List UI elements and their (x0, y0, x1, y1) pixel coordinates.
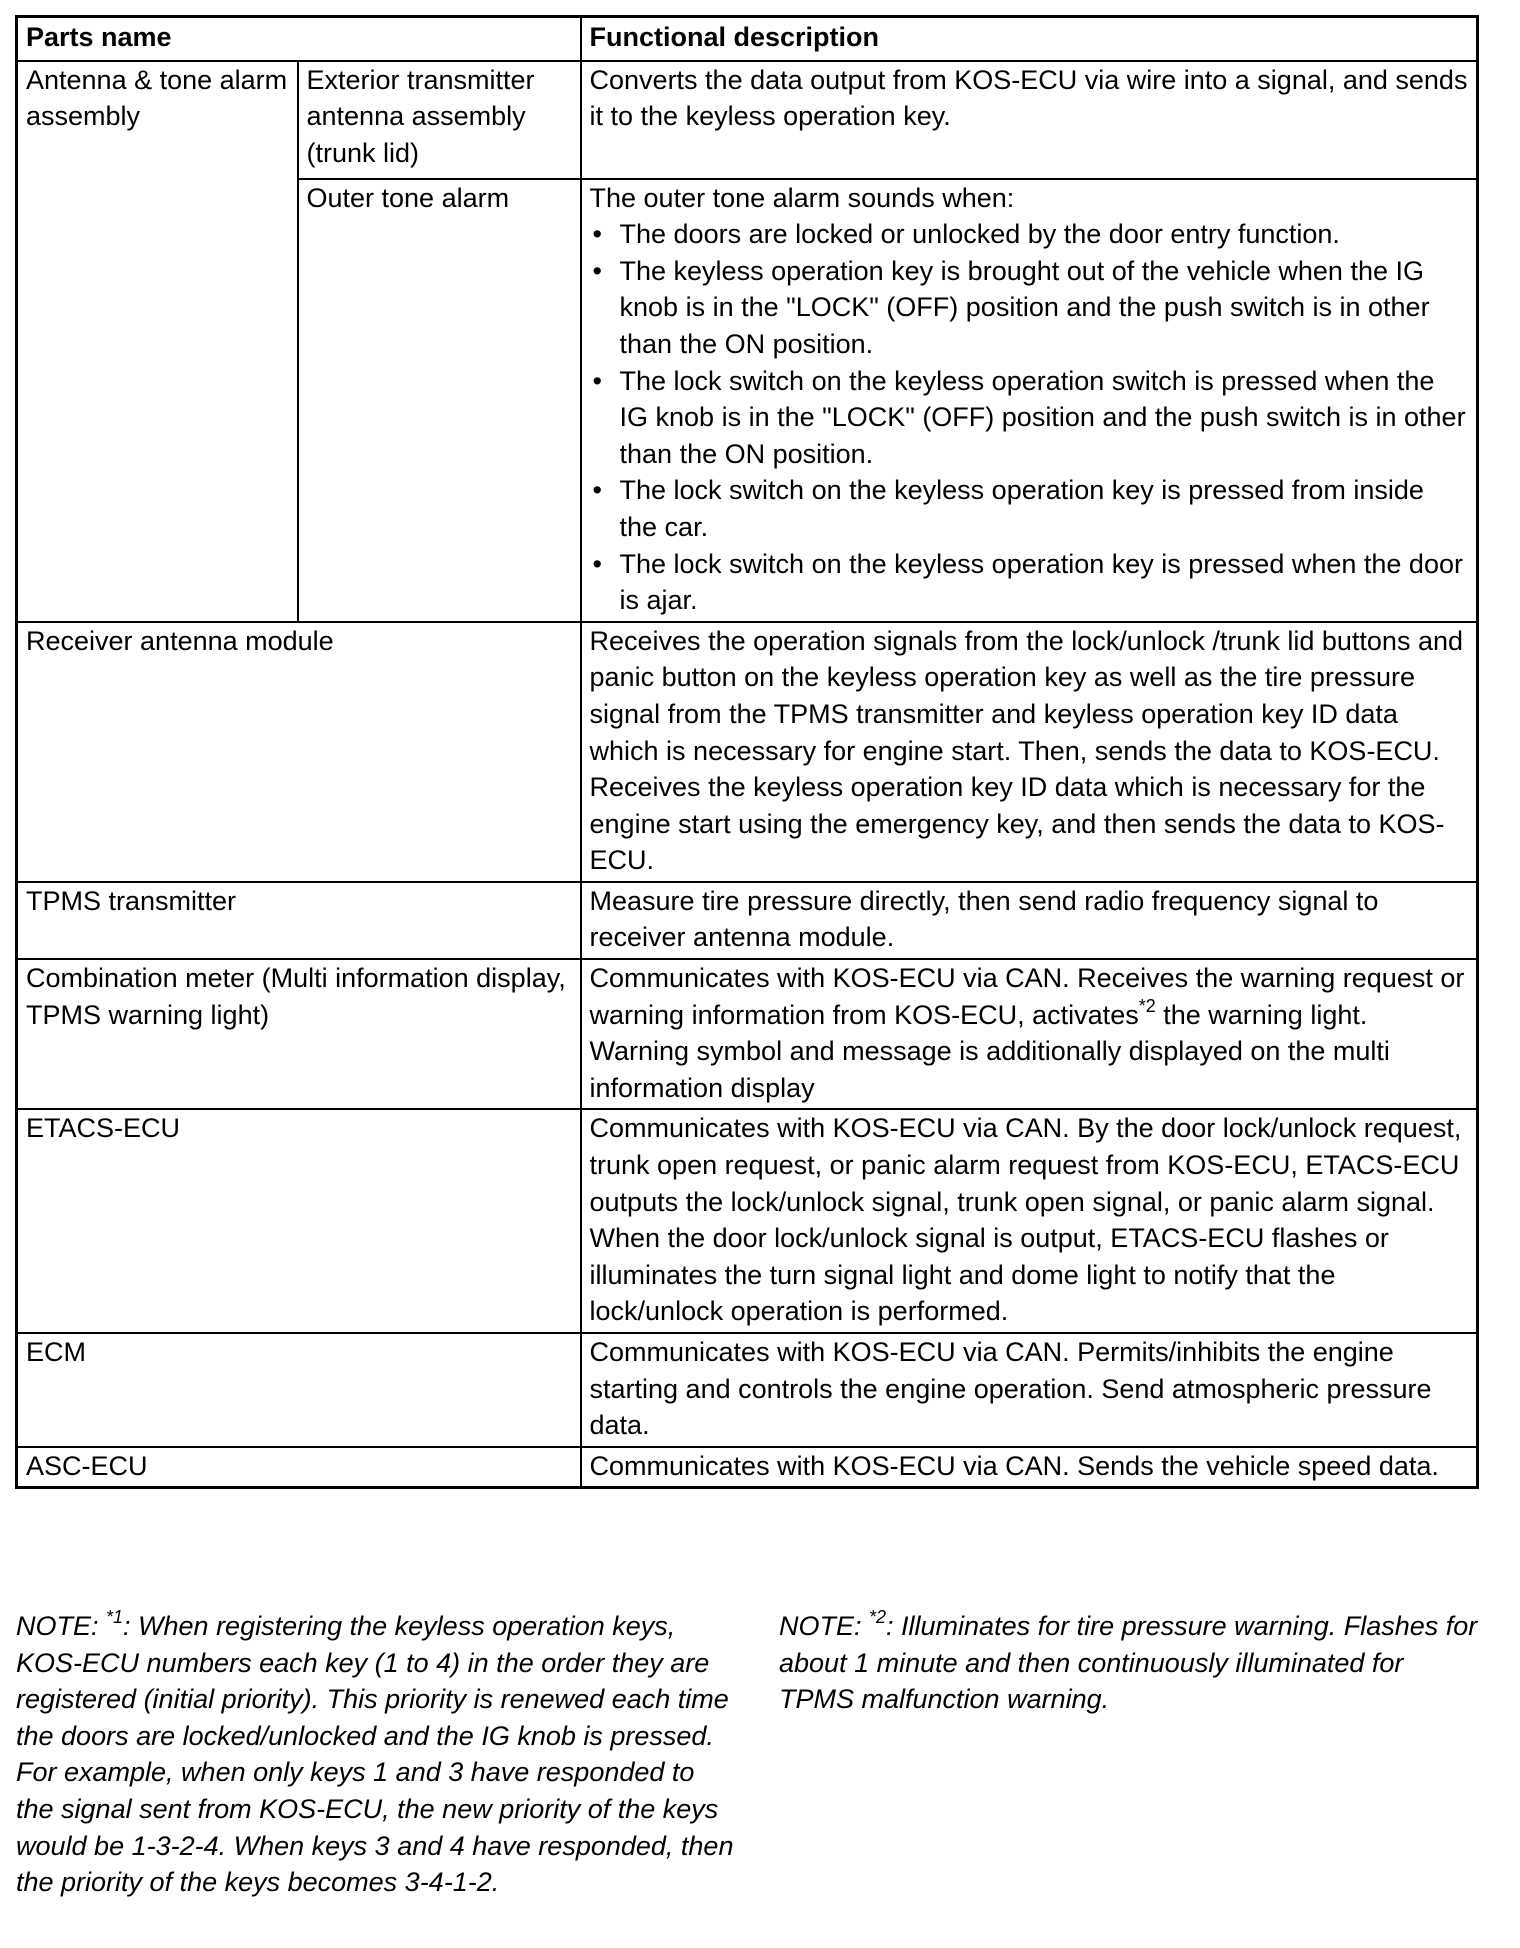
note-prefix: NOTE: (16, 1611, 107, 1641)
description-exterior-transmitter: Converts the data output from KOS-ECU via wire into a signal, and sends it to the keyless operation key. (581, 61, 1478, 179)
part-name-ecm: ECM (17, 1333, 581, 1447)
part-name-etacs-ecu: ETACS-ECU (17, 1109, 581, 1333)
description-text: the warning light. Warning symbol and message is additionally displayed on the multi information display (589, 999, 1390, 1103)
list-item: • The lock switch on the keyless operation switch is pressed when the IG knob is in the "LOCK" (OFF) position and the push switch is in other than the ON position. (620, 363, 1469, 473)
list-item: • The lock switch on the keyless operation key is pressed from inside the car. (620, 472, 1469, 545)
part-name-antenna-tone-alarm-assembly: Antenna & tone alarm assembly (17, 61, 298, 622)
footnote-marker: *1 (106, 1607, 124, 1627)
outer-tone-alarm-conditions (590, 216, 1469, 619)
list-item: • The keyless operation key is brought out of the vehicle when the IG knob is in the "LOCK" (OFF) position and the push switch is in other than the ON position. (620, 253, 1469, 363)
description-ecm: Communicates with KOS-ECU via CAN. Permits/inhibits the engine starting and controls the engine operation. Send atmospheric pressure data. (581, 1333, 1478, 1447)
header-functional-description: Functional description (581, 17, 1478, 61)
footnote-marker: *2 (1138, 995, 1156, 1016)
description-etacs-ecu: Communicates with KOS-ECU via CAN. By the door lock/unlock request, trunk open request, or panic alarm request from KOS-ECU, ETACS-ECU outputs the lock/unlock signal, trunk open signal, or panic alarm signal. When the door lock/unlock signal is output, ETACS-ECU flashes or illuminates the turn signal light and dome light to notify that the lock/unlock operation is performed. (581, 1109, 1478, 1333)
description-text: Communicates with KOS-ECU via CAN. Receives the warning request or warning information from KOS-ECU, activates (589, 963, 1465, 1030)
note-1 (16, 1608, 736, 1901)
description-combination-meter (581, 959, 1478, 1109)
table-row (17, 61, 1478, 179)
table-row (17, 882, 1478, 959)
list-item: • The lock switch on the keyless operation key is pressed when the door is ajar. (620, 546, 1469, 619)
table-row (17, 1333, 1478, 1447)
table-row (17, 1109, 1478, 1333)
outer-tone-alarm-intro: The outer tone alarm sounds when: (589, 182, 1015, 213)
table-row (17, 622, 1478, 882)
description-tpms-transmitter: Measure tire pressure directly, then send radio frequency signal to receiver antenna module. (581, 882, 1478, 959)
description-receiver-antenna-module: Receives the operation signals from the lock/unlock /trunk lid buttons and panic button on the keyless operation key as well as the tire pressure signal from the TPMS transmitter and keyless operation key ID data which is necessary for engine start. Then, sends the data to KOS-ECU. Receives the keyless operation key ID data which is necessary for the engine start using the emergency key, and then sends the data to KOS-ECU. (581, 622, 1478, 882)
note-text: : Illuminates for tire pressure warning. Flashes for about 1 minute and then continuously illuminated for TPMS malfunction warning. (779, 1611, 1478, 1715)
description-outer-tone-alarm (581, 179, 1478, 622)
description-asc-ecu: Communicates with KOS-ECU via CAN. Sends the vehicle speed data. (581, 1447, 1478, 1488)
part-name-exterior-transmitter: Exterior transmitter antenna assembly (trunk lid) (298, 61, 581, 179)
part-name-tpms-transmitter: TPMS transmitter (17, 882, 581, 959)
part-name-combination-meter: Combination meter (Multi information display, TPMS warning light) (17, 959, 581, 1109)
header-parts-name: Parts name (17, 17, 581, 61)
part-name-outer-tone-alarm: Outer tone alarm (298, 179, 581, 622)
footnote-marker: *2 (869, 1607, 887, 1627)
note-prefix: NOTE: (779, 1611, 870, 1641)
note-2 (779, 1608, 1479, 1718)
table-header-row (17, 17, 1478, 61)
table-row (17, 959, 1478, 1109)
note-text: : When registering the keyless operation keys, KOS-ECU numbers each key (1 to 4) in the order they are registered (initial priority). This priority is renewed each time the doors are locked/unlocked and the IG knob is pressed. For example, when only keys 1 and 3 have responded to the signal sent from KOS-ECU, the new priority of the keys would be 1-3-2-4. When keys 3 and 4 have responded, then the priority of the keys becomes 3-4-1-2. (16, 1611, 734, 1898)
part-name-receiver-antenna-module: Receiver antenna module (17, 622, 581, 882)
list-item: • The doors are locked or unlocked by the door entry function. (620, 216, 1469, 253)
parts-function-table (15, 15, 1479, 1489)
table-row (17, 1447, 1478, 1488)
part-name-asc-ecu: ASC-ECU (17, 1447, 581, 1488)
